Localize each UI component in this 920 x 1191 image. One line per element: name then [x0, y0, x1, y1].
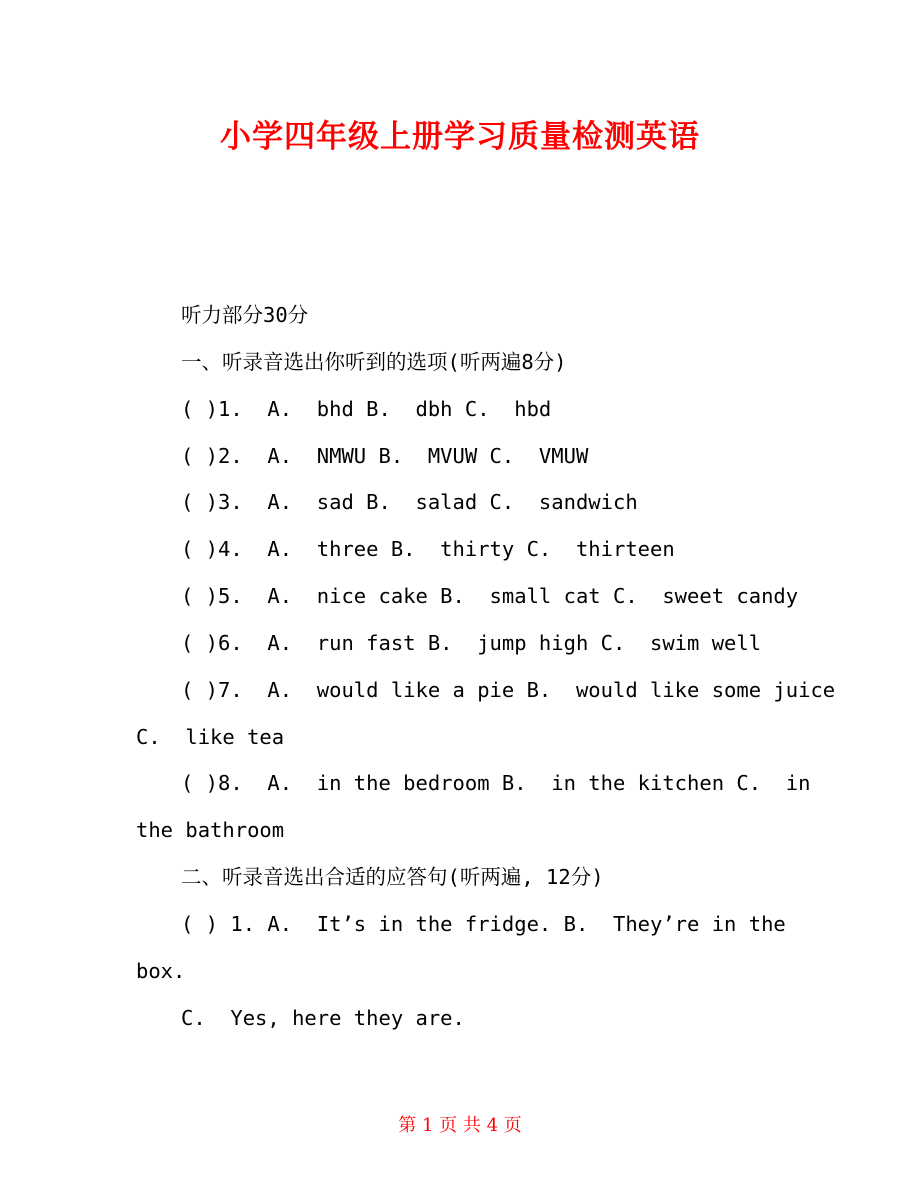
question-line-continuation: C. like tea [136, 724, 285, 749]
question-line: ( )5. A. nice cake B. small cat C. sweet candy [181, 584, 799, 609]
question-line: C. Yes, here they are. [181, 1005, 465, 1030]
section-heading-part-two: 二、听录音选出合适的应答句(听两遍, 12分) [181, 865, 604, 890]
question-line: ( )2. A. NMWU B. MVUW C. VMUW [181, 443, 589, 468]
question-line: ( )7. A. would like a pie B. would like some juice [181, 677, 836, 702]
section-heading-listening: 听力部分30分 [181, 303, 309, 327]
question-line: ( )8. A. in the bedroom B. in the kitchen C. in [181, 771, 811, 796]
question-line-continuation: the bathroom [136, 818, 285, 843]
page-number-footer: 第 1 页 共 4 页 [398, 1115, 522, 1136]
document-title: 小学四年级上册学习质量检测英语 [220, 119, 700, 155]
question-line: ( )3. A. sad B. salad C. sandwich [181, 490, 638, 515]
section-heading-part-one: 一、听录音选出你听到的选项(听两遍8分) [181, 349, 567, 374]
question-line: ( )4. A. three B. thirty C. thirteen [181, 537, 675, 562]
question-line: ( ) 1. A. It’s in the fridge. B. They’re in the [181, 911, 786, 936]
question-line-continuation: box. [136, 958, 186, 983]
document-body [136, 292, 836, 1042]
question-line: ( )1. A. bhd B. dbh C. hbd [181, 396, 552, 421]
question-line: ( )6. A. run fast B. jump high C. swim well [181, 630, 762, 655]
